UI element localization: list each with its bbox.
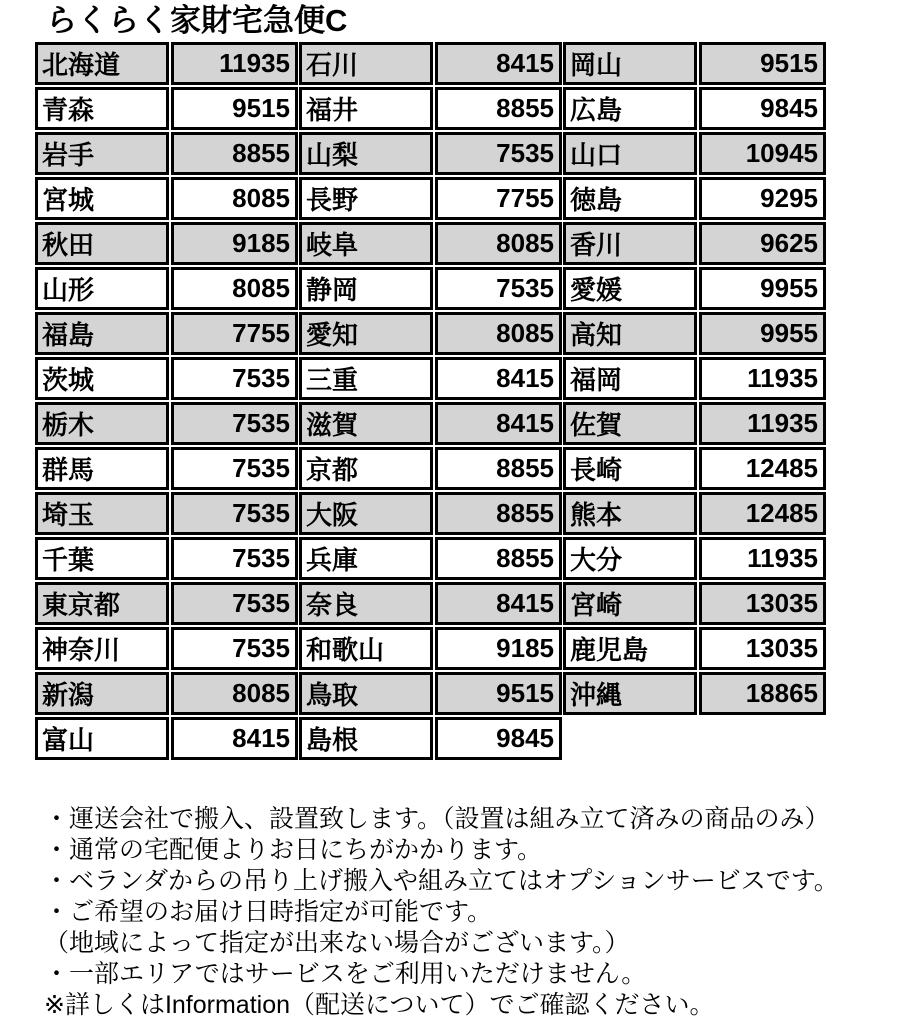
- prefecture-cell: 福島: [35, 312, 169, 355]
- price-cell: 8415: [171, 717, 298, 760]
- price-cell: 11935: [699, 357, 826, 400]
- table-row: [35, 42, 298, 85]
- prefecture-cell: 奈良: [299, 582, 433, 625]
- prefecture-cell: 沖縄: [563, 672, 697, 715]
- prefecture-cell: 栃木: [35, 402, 169, 445]
- price-cell: 9845: [699, 87, 826, 130]
- price-cell: 7755: [171, 312, 298, 355]
- table-row: [35, 312, 298, 355]
- price-table-east: [33, 40, 300, 762]
- table-row: [299, 312, 562, 355]
- prefecture-cell: 山形: [35, 267, 169, 310]
- prefecture-cell: 佐賀: [563, 402, 697, 445]
- table-row: [299, 447, 562, 490]
- prefecture-cell: 富山: [35, 717, 169, 760]
- price-cell: 7535: [435, 132, 562, 175]
- price-cell: 8855: [171, 132, 298, 175]
- price-cell: 7535: [171, 627, 298, 670]
- table-row: [35, 627, 298, 670]
- table-row: [35, 492, 298, 535]
- note-line: ・運送会社で搬入、設置致します。（設置は組み立て済みの商品のみ）: [44, 805, 830, 833]
- price-cell: 9515: [435, 672, 562, 715]
- price-cell: 7535: [171, 402, 298, 445]
- table-row: [35, 447, 298, 490]
- prefecture-cell: 徳島: [563, 177, 697, 220]
- price-cell: 8415: [435, 402, 562, 445]
- table-row: [35, 672, 298, 715]
- prefecture-cell: 鳥取: [299, 672, 433, 715]
- price-cell: 8855: [435, 87, 562, 130]
- prefecture-cell: 大阪: [299, 492, 433, 535]
- table-row: [563, 42, 826, 85]
- price-cell: 12485: [699, 492, 826, 535]
- prefecture-cell: 長野: [299, 177, 433, 220]
- price-table-central: [297, 40, 564, 762]
- prefecture-cell: 千葉: [35, 537, 169, 580]
- shipping-notes: [44, 804, 900, 1021]
- table-row: [35, 177, 298, 220]
- table-row: [299, 537, 562, 580]
- prefecture-cell: 宮城: [35, 177, 169, 220]
- table-row: [299, 717, 562, 760]
- prefecture-cell: 三重: [299, 357, 433, 400]
- price-cell: 7535: [171, 537, 298, 580]
- prefecture-cell: 滋賀: [299, 402, 433, 445]
- prefecture-cell: 鹿児島: [563, 627, 697, 670]
- prefecture-cell: 埼玉: [35, 492, 169, 535]
- prefecture-cell: 青森: [35, 87, 169, 130]
- table-row: [299, 222, 562, 265]
- prefecture-cell: 山梨: [299, 132, 433, 175]
- note-line: （地域によって指定が出来ない場合がございます。）: [44, 929, 630, 957]
- price-cell: 7535: [171, 582, 298, 625]
- table-row: [299, 402, 562, 445]
- table-row: [35, 132, 298, 175]
- prefecture-cell: 福岡: [563, 357, 697, 400]
- prefecture-cell: 香川: [563, 222, 697, 265]
- prefecture-cell: 岩手: [35, 132, 169, 175]
- prefecture-cell: 山口: [563, 132, 697, 175]
- table-row: [299, 87, 562, 130]
- prefecture-cell: 熊本: [563, 492, 697, 535]
- table-row: [299, 672, 562, 715]
- price-cell: 8085: [171, 672, 298, 715]
- table-row: [299, 267, 562, 310]
- prefecture-cell: 岡山: [563, 42, 697, 85]
- price-cell: 8855: [435, 537, 562, 580]
- prefecture-cell: 福井: [299, 87, 433, 130]
- price-cell: 11935: [699, 402, 826, 445]
- price-cell: 13035: [699, 627, 826, 670]
- price-table-west: [561, 40, 828, 717]
- prefecture-cell: 長崎: [563, 447, 697, 490]
- table-row: [563, 492, 826, 535]
- table-row: [563, 87, 826, 130]
- table-row: [299, 42, 562, 85]
- table-row: [299, 627, 562, 670]
- prefecture-cell: 京都: [299, 447, 433, 490]
- price-cell: 8085: [435, 222, 562, 265]
- table-row: [563, 222, 826, 265]
- prefecture-cell: 神奈川: [35, 627, 169, 670]
- prefecture-cell: 新潟: [35, 672, 169, 715]
- price-cell: 8085: [435, 312, 562, 355]
- table-row: [35, 357, 298, 400]
- prefecture-cell: 高知: [563, 312, 697, 355]
- price-table-group: [33, 40, 900, 762]
- price-cell: 7535: [171, 492, 298, 535]
- table-row: [563, 177, 826, 220]
- price-cell: 8085: [171, 177, 298, 220]
- prefecture-cell: 宮崎: [563, 582, 697, 625]
- table-row: [563, 267, 826, 310]
- table-row: [563, 672, 826, 715]
- prefecture-cell: 愛媛: [563, 267, 697, 310]
- price-cell: 7535: [171, 357, 298, 400]
- price-cell: 9625: [699, 222, 826, 265]
- table-row: [563, 402, 826, 445]
- price-cell: 9515: [171, 87, 298, 130]
- table-row: [563, 447, 826, 490]
- note-line: ・ベランダからの吊り上げ搬入や組み立てはオプションサービスです。: [44, 867, 839, 895]
- note-line: ・ご希望のお届け日時指定が可能です。: [44, 898, 493, 926]
- price-cell: 7755: [435, 177, 562, 220]
- prefecture-cell: 広島: [563, 87, 697, 130]
- price-cell: 13035: [699, 582, 826, 625]
- price-cell: 7535: [171, 447, 298, 490]
- price-cell: 18865: [699, 672, 826, 715]
- note-line: ※詳しくはInformation（配送について）でご確認ください。: [44, 991, 715, 1019]
- prefecture-cell: 大分: [563, 537, 697, 580]
- table-row: [563, 357, 826, 400]
- page-title: らくらく家財宅急便C: [46, 3, 348, 38]
- table-row: [35, 87, 298, 130]
- prefecture-cell: 群馬: [35, 447, 169, 490]
- table-row: [563, 627, 826, 670]
- table-row: [563, 312, 826, 355]
- price-cell: 8415: [435, 42, 562, 85]
- prefecture-cell: 岐阜: [299, 222, 433, 265]
- prefecture-cell: 茨城: [35, 357, 169, 400]
- table-row: [299, 132, 562, 175]
- table-row: [35, 222, 298, 265]
- prefecture-cell: 石川: [299, 42, 433, 85]
- table-row: [35, 717, 298, 760]
- note-line: ・通常の宅配便よりお日にちがかかります。: [44, 836, 543, 864]
- table-row: [299, 357, 562, 400]
- table-row: [563, 132, 826, 175]
- table-row: [299, 177, 562, 220]
- price-cell: 8855: [435, 447, 562, 490]
- price-cell: 10945: [699, 132, 826, 175]
- price-cell: 7535: [435, 267, 562, 310]
- note-line: ・一部エリアではサービスをご利用いただけません。: [44, 960, 647, 988]
- price-cell: 11935: [699, 537, 826, 580]
- table-row: [563, 582, 826, 625]
- prefecture-cell: 秋田: [35, 222, 169, 265]
- price-cell: 9955: [699, 312, 826, 355]
- price-cell: 11935: [171, 42, 298, 85]
- price-cell: 12485: [699, 447, 826, 490]
- prefecture-cell: 静岡: [299, 267, 433, 310]
- price-cell: 8415: [435, 357, 562, 400]
- prefecture-cell: 和歌山: [299, 627, 433, 670]
- table-row: [35, 537, 298, 580]
- table-row: [299, 492, 562, 535]
- table-row: [35, 267, 298, 310]
- prefecture-cell: 愛知: [299, 312, 433, 355]
- price-cell: 9185: [171, 222, 298, 265]
- prefecture-cell: 東京都: [35, 582, 169, 625]
- price-cell: 8085: [171, 267, 298, 310]
- price-cell: 8415: [435, 582, 562, 625]
- table-row: [563, 537, 826, 580]
- price-cell: 9515: [699, 42, 826, 85]
- price-cell: 9185: [435, 627, 562, 670]
- price-cell: 8855: [435, 492, 562, 535]
- price-cell: 9845: [435, 717, 562, 760]
- table-row: [35, 582, 298, 625]
- price-cell: 9295: [699, 177, 826, 220]
- table-row: [299, 582, 562, 625]
- prefecture-cell: 島根: [299, 717, 433, 760]
- prefecture-cell: 兵庫: [299, 537, 433, 580]
- shipping-fee-page: [0, 3, 900, 1021]
- price-cell: 9955: [699, 267, 826, 310]
- table-row: [35, 402, 298, 445]
- prefecture-cell: 北海道: [35, 42, 169, 85]
